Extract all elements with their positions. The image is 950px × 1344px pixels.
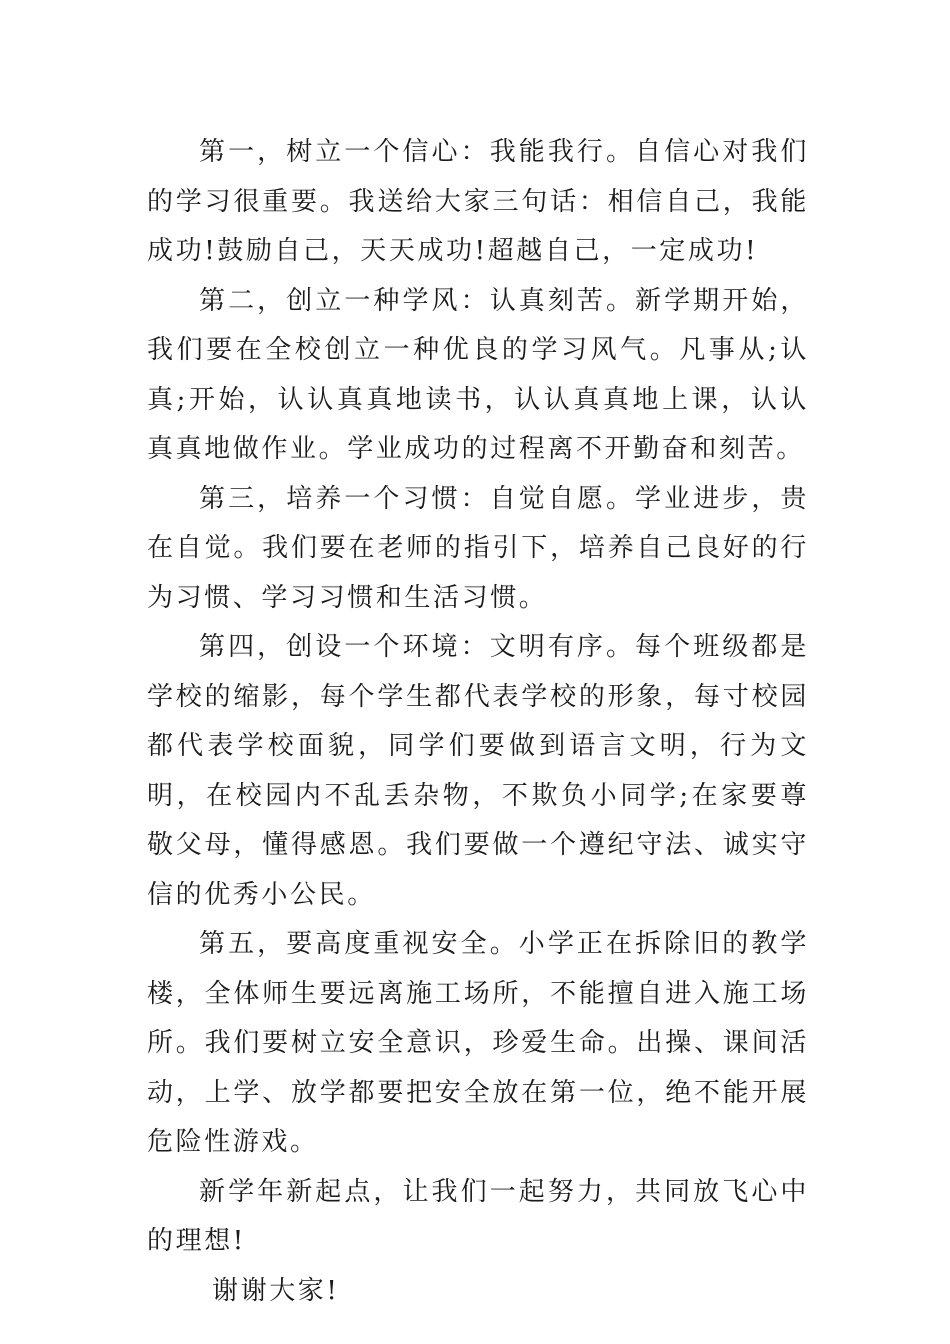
closing-thanks: 谢谢大家! xyxy=(212,1275,340,1306)
document-body xyxy=(147,128,809,1316)
paragraph-new-year: 新学年新起点，让我们一起努力，共同放飞心中的理想! xyxy=(147,1176,809,1256)
paragraph-fifth-safety: 第五，要高度重视安全。小学正在拆除旧的教学楼，全体师生要远离施工场所，不能擅自进入施工场所。我们要树立安全意识，珍爱生命。出操、课间活动，上学、放学都要把安全放在第一位，绝不能开展危险性游戏。 xyxy=(147,929,809,1157)
paragraph-fourth-environment: 第四，创设一个环境：文明有序。每个班级都是学校的缩影，每个学生都代表学校的形象，每寸校园都代表学校面貌，同学们要做到语言文明，行为文明，在校园内不乱丢杂物，不欺负小同学;在家要尊敬父母，懂得感恩。我们要做一个遵纪守法、诚实守信的优秀小公民。 xyxy=(147,632,809,910)
paragraph-first-confidence: 第一，树立一个信心：我能我行。自信心对我们的学习很重要。我送给大家三句话：相信自己，我能成功!鼓励自己，天天成功!超越自己，一定成功! xyxy=(147,137,809,266)
paragraph-second-study-style: 第二，创立一种学风：认真刻苦。新学期开始，我们要在全校创立一种优良的学习风气。凡事从;认真;开始，认认真真地读书，认认真真地上课，认认真真地做作业。学业成功的过程离不开勤奋和刻苦。 xyxy=(147,285,809,464)
paragraph-third-habit: 第三，培养一个习惯：自觉自愿。学业进步，贵在自觉。我们要在老师的指引下，培养自己良好的行为习惯、学习习惯和生活习惯。 xyxy=(147,483,809,613)
